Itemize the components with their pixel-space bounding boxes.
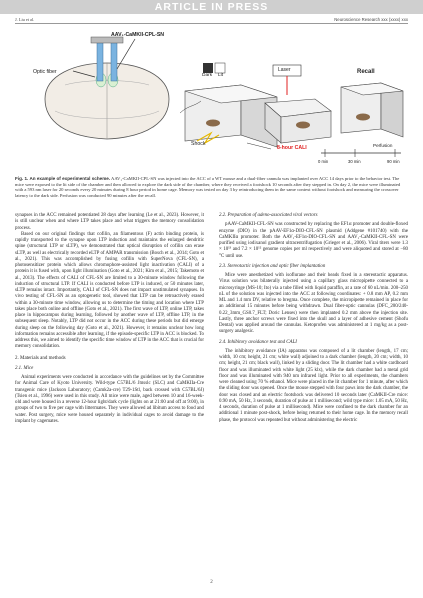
subsection-heading: 2.3. Stereotactic injection and optic fiber implantation [219, 263, 326, 269]
laser-home-cage [265, 65, 331, 143]
optic-fiber-label: Optic fiber [33, 69, 57, 75]
mouse-brain-section [45, 63, 169, 139]
figure-1 [15, 25, 408, 175]
dark-label: Dark [202, 73, 213, 78]
learning-chamber [180, 63, 277, 147]
paragraph: Mice were anesthetized with isoflurane and their heads fixed in a stereotactic apparatus. Virus solution was bilaterally injected using a capillary glass micropipette connected to a microsyringe (MS-10; Ito) via a tube filled with liquid paraffin, at a rate of 60 nL/min. 200–250 nL of the solution was injected into the ACC at following coordinates: + 0.8 mm AP, 0.2 mm ML and 1.4 mm DV, relative to bregma. Once complete, the micropipette remained in place for an additional 15 minutes before being withdrawn. Dual fiber-optic cannulas (DFC_200/240-0.22_3mm_GS0.7_FLT; Doric Lenses) were then implanted 0.2 mm above the injection site. Lastly, three anchor screws were fixed into the skull and a layer of adhesive cement (Shofu Dental) was applied around the cannulas. Ketoprofen was administered at 1 mg/kg as a post-surgery analgesic. [219, 273, 408, 335]
subsection-heading: 2.2. Preparation of adeno-associated viral vectors [219, 213, 318, 218]
paragraph: Based on our original findings that cofilin, an filamentous (F) actin binding protein, is rapidly transported to the synapse upon LTP induction and maintains the enlarged dendritic spine (structural LTP or sLTP), we demonstrated that optical disruption of cofilin can erase sLTP, as well as electrically recorded eLTP of AMPAR transmission (Bosch et al., 2014; Goto et al., 2021). This was accomplished by fusing cofilin with SuperNova (CFL-SN), a photosensitizer protein which allows chromophore-assisted light inactivation (CALI) of a protein it is fused with, upon light illumination (Goto et al., 2021; Kim et al., 2015; Takemoto et al., 2013). The effects of CALI of CFL-SN are limited to a 30-minute window following the induction of structural LTP. If CALI is conducted before LTP is induced, or 50 minutes later, sLTP remains intact. Importantly, CALI of CFL-SN does not impact unstimulated synapses. In vivo testing of CFL-SN as an optogenetic tool, showed that LTP can be retroactively erased within a 30-minute time window, allowing us to determine the timing and location where LTP takes place both online and offline (Goto et al., 2021). The first wave of LTP, online LTP, takes place in hippocampus during learning, followed by another wave of LTP, offline LTP, in the subsequent sleep. Notably, LTP did not occur in the ACC during these periods but did emerge during sleep on the following day (Goto et al., 2021). However, it remains unclear how long information remains accessible after learning, if the episode-specific LTP in ACC is blocked. To address this, we aimed to identify the specific time window of LTP in the ACC that is crucial for memory consolidation. [15, 231, 204, 350]
caption-text: AAV₁-CaMKII-CPL-SN was injected into the ACC of a WT mouse and a dual-fiber cannula was implanted over ACC 14 days prior to the behavior test. The mice were exposed to the lit side of the chamber and then allowed to explore the dark side of the chamber, where they received a footshock 10 seconds after they stepped in. On day 2, the mice were illuminated with a 593 nm laser for 20 seconds every 20 minutes during 8 hour period in home cage. Memory was tested on day 3 by reintroducing them in the same context without footshock and measuring the crossover latency to the dark side. Perfusion was conducted 90 minutes after the recall. [15, 176, 401, 198]
header-rule [15, 23, 408, 24]
article-in-press-banner [0, 0, 423, 14]
paragraph: pAAV-CaMKII-CFL-SN was constructed by replacing the EF1α promoter and double-floxed enzyme (DIO) in the pAAV-EF1α-DIO-CFL-SN plasmid (Addgene #101740) with the CaMKIIα promoter. Both the AAV₁-EF1α-DIO-CFL-SN and AAV₁-CaMKII-CFL-SN were purified using iodixanol gradient ultracentrifugation (Grieger et al., 2006). Viral titers were 1.3 × 10¹³ and 7.2 × 10¹² genome copies per ml respectively and were aliquoted and stored at −80 °C until use. [219, 222, 408, 259]
lit-label: Lit [218, 73, 224, 78]
recall-chamber [341, 83, 403, 137]
shock-label: Shock [191, 141, 206, 147]
banner-text: ARTICLE IN PRESS [154, 1, 269, 13]
dark-legend-square [203, 63, 213, 73]
paragraph: synapses in the ACC remained potentiated 28 days after learning (Le et al., 2023). However, it is still unclear when and where LTP takes place and what triggers the memory consolidation process. [15, 213, 204, 231]
subsection-heading: 2.1. Mice [15, 365, 34, 371]
timeline [321, 149, 401, 157]
paragraph: The inhibitory avoidance (IA) apparatus was composed of a lit chamber (length, 17 cm; width, 10 cm; height, 21 cm; white wall) adjoined to a dark chamber (length, 20 cm; width, 10 cm; height, 21 cm; black wall), linked by a sliding door. The lit chamber had a white cardboard floor and was illuminated with white light (25 klx), while the dark chamber had a metal grid floor and was illuminated with 940 nm infrared light. Prior to all experiments, the chambers were cleaned using 70 % ethanol. Mice were placed in the lit chamber for 1 minute, after which the sliding door was opened. Once the mouse stepped with four paws into the dark chamber, the door was closed and an electric footshock was delivered 10 seconds later (CaMKII-Cre mice: 0.90 mA, 50 Hz, 3 seconds, duration of pulse at 1 millisecond; wild type mice: 1.05 mA, 50 Hz, 4 seconds, duration of pulse at 1 millisecond). Mice were confined to the dark chamber for an additional 1 minute post-shock, before being returned to their home cage. In the memory recall phase, the protocol was repeated but without administering the electric [219, 348, 408, 423]
caption-title: An example of experimental scheme. [29, 176, 111, 181]
figure-caption [15, 176, 408, 198]
subsection-heading: 2.4. Inhibitory avoidance test and CALI [219, 339, 297, 345]
paragraph: Animal experiments were conducted in accordance with the guidelines set by the Committee for Animal Care of Kyoto University. Wild-type C57BL/6 Jmsslc (SLC) and CaMKIIa-Cre transgenic mice (Jackson Laboratory; (Camk2a-cre) T29-1Stl, back crossed with C57BL/6J) (Tsien et al., 1996) were used in this study. All mice were male, aged between 10 and 16-week-old and were housed in a reverse 12-hour light/dark cycle (lights on at 21:00 and off at 9:00), in groups of two to five per cage with littermates. They were allowed ad libitum access to food and water. Post surgery, mice were housed separately in individual cages to avoid damage to the implant by cagemates. [15, 375, 204, 424]
section-heading: 2. Materials and methods [15, 355, 66, 361]
time-label-30: 30 min [348, 159, 361, 164]
lit-legend-square [215, 63, 225, 73]
right-column [219, 213, 408, 424]
laser-label: Laser [278, 67, 291, 73]
page-number: 2 [210, 580, 213, 585]
virus-label: AAV₁-CaMKII-CPL-SN [111, 32, 165, 38]
figure-illustration [15, 25, 408, 175]
time-label-90: 90 min [387, 159, 400, 164]
recall-label: Recall [357, 69, 375, 75]
caption-label: Fig. 1. [15, 176, 29, 181]
perfusion-label: Perfusion [373, 143, 393, 148]
running-head-authors: J. Liu et al. [15, 17, 35, 22]
time-label-0: 0 min [318, 159, 329, 164]
left-column [15, 213, 204, 425]
running-head-journal: Neuroscience Research xxx (xxxx) xxx [334, 17, 408, 22]
cali-protocol-label: 8-hour CALI [277, 145, 307, 151]
